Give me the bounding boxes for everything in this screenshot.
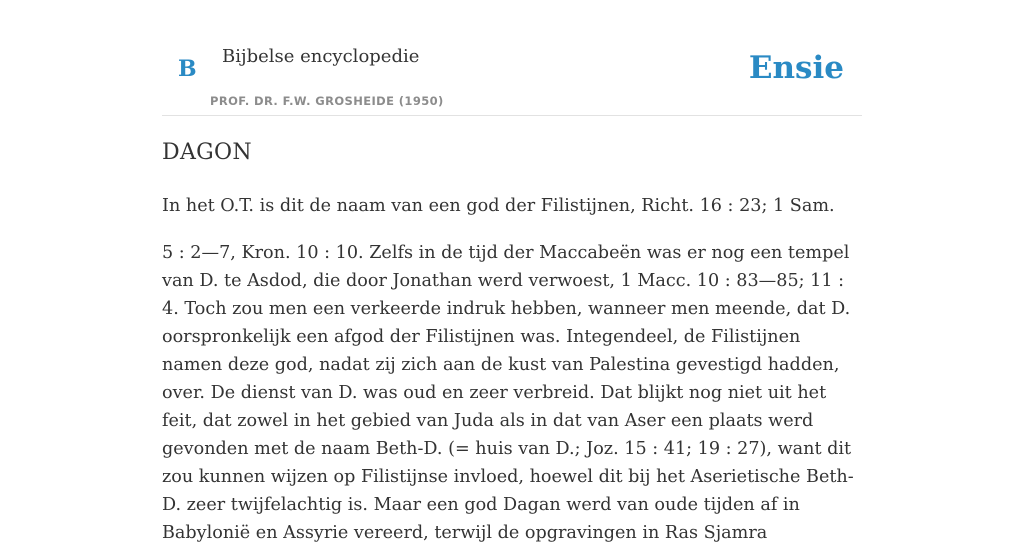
article-paragraph: 5 : 2—7, Kron. 10 : 10. Zelfs in de tijd der Maccabeën was er nog een tempel van D. te Asdod, die door Jonathan werd verwoest, 1 Macc. 10 : 83—85; 11 : 4. Toch zou men een verkeerde indruk hebben, wanneer men meende, dat D. oorspronkelijk een afgod der Filistijnen was. Integendeel, de Filistijnen namen deze god, nadat zij zich aan de kust van Palestina gevestigd hadden, over. De dienst van D. was oud en zeer verbreid. Dat blijkt nog niet uit het feit, dat zowel in het gebied van Juda als in dat van Aser een plaats werd gevonden met de naam Beth-D. (= huis van D.; Joz. 15 : 41; 19 : 27), want dit zou kunnen wijzen op Filistijnse invloed, hoewel dit bij het Aserietische Beth-D. zeer twijfelachtig is. Maar een god Dagan werd van oude tijden af in Babylonië en Assyrie vereerd, terwijl de opgravingen in Ras Sjamra [162,243,854,543]
brand-logo[interactable]: Ensie [748,50,844,86]
book-letter-logo[interactable]: B [178,56,197,82]
book-author: PROF. DR. F.W. GROSHEIDE (1950) [210,94,444,108]
article-paragraph: In het O.T. is dit de naam van een god der Filistijnen, Richt. 16 : 23; 1 Sam. [162,196,835,216]
book-title-link[interactable]: Bijbelse encyclopedie [222,46,420,67]
header [162,0,862,116]
page [162,0,862,543]
entry-title: DAGON [162,140,252,165]
